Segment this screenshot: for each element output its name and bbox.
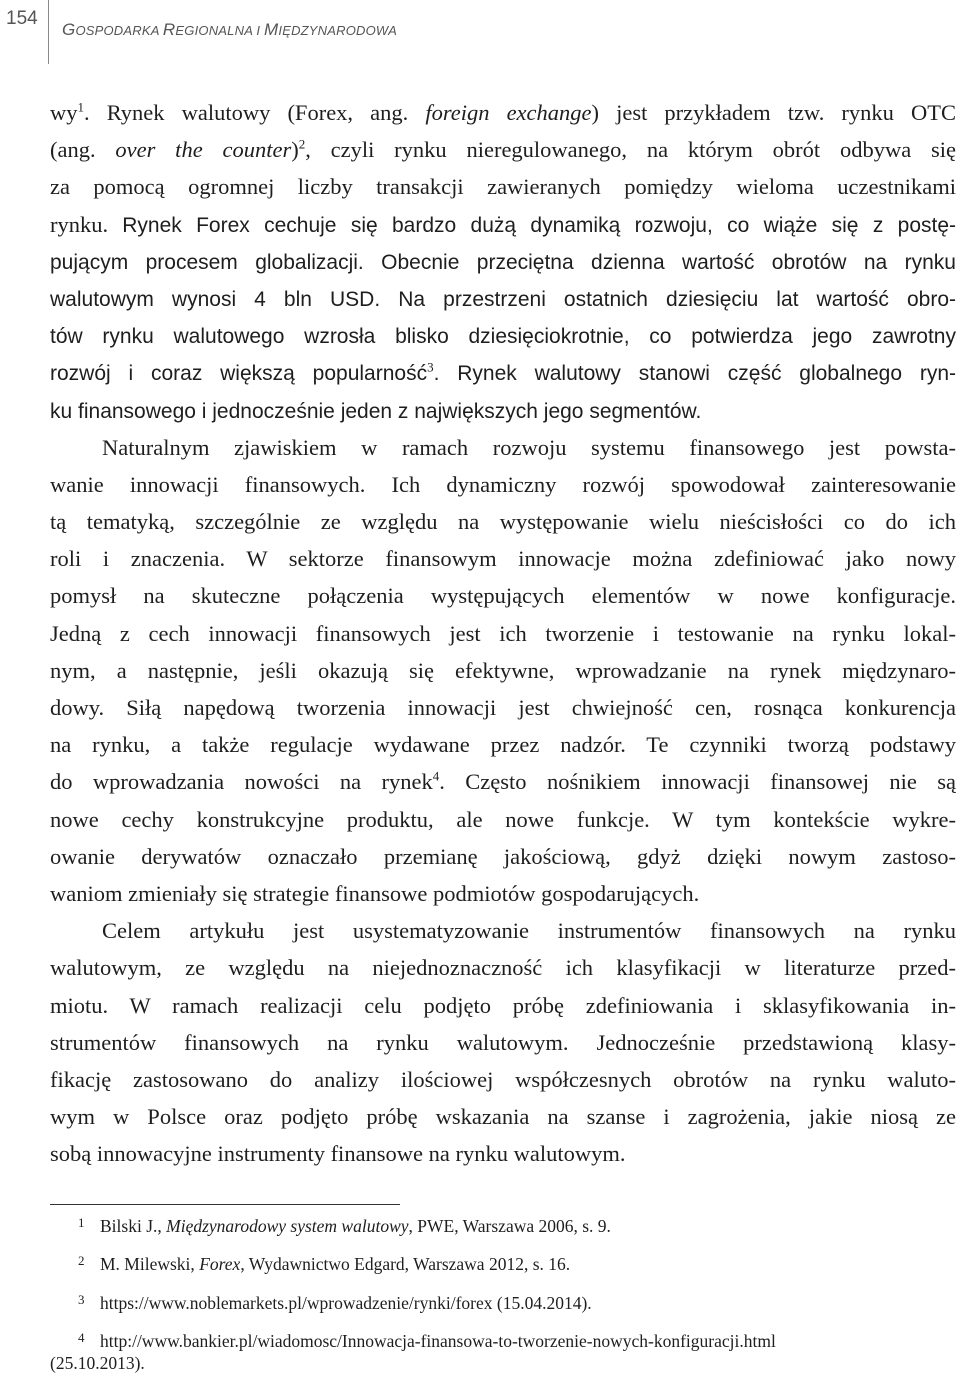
text-line [50, 801, 956, 838]
text-line [50, 838, 956, 875]
text-run: fikację zastosowano do analizy ilościowej współczesnych obrotów na rynku waluto- [50, 1066, 956, 1092]
text-run: ku finansowego i jednocześnie jeden z największych jego segmentów. [50, 399, 702, 423]
text-run: waniom zmieniały się strategie finansowe podmiotów gospodarujących. [50, 880, 700, 906]
italic-text: foreign exchange [425, 100, 592, 125]
text-run: wy [50, 100, 78, 125]
text-line [50, 206, 956, 243]
text-line [50, 503, 956, 540]
text-run: do wprowadzania nowości na rynek [50, 769, 433, 795]
text-run: tą tematyką, szczególnie ze względu na występowanie wielu nieścisłości co do ich [50, 509, 956, 535]
text-line [50, 615, 956, 652]
footnote-ref: 4 [432, 768, 440, 784]
text-line [50, 1024, 956, 1061]
footnote-separator [50, 1204, 400, 1205]
running-title-part: OSPODARKA [75, 23, 163, 38]
text-run: ) jest przykładem tzw. rynku OTC [591, 100, 956, 125]
footnote-ref: 2 [298, 136, 306, 152]
text-run: . Rynek walutowy stanowi część globalnego ryn- [433, 362, 956, 386]
text-run: , PWE, Warszawa 2006, s. 9. [408, 1216, 611, 1236]
running-title-part: IĘDZYNARODOWA [278, 23, 398, 38]
text-run: rozwój i coraz większą popularność [50, 362, 428, 386]
text-run: Rynek Forex cechuje się bardzo dużą dynamiką rozwoju, co wiąże się z postę- [122, 213, 956, 237]
text-line [50, 726, 956, 763]
body-text [50, 94, 956, 1172]
text-run: sobą innowacyjne instrumenty finansowe na rynku walutowym. [50, 1141, 626, 1167]
text-run: https://www.noblemarkets.pl/wprowadzenie/rynki/forex (15.04.2014). [100, 1293, 592, 1313]
text-line [50, 317, 956, 354]
text-run: roli i znaczenia. W sektorze finansowym innowacje można zdefiniować jako nowy [50, 546, 956, 572]
text-line [50, 689, 956, 726]
text-run: Jedną z cech innowacji finansowych jest ich tworzenie i testowanie na rynku lokal- [50, 620, 956, 646]
text-line [50, 763, 956, 800]
footnote-continuation: (25.10.2013). [50, 1353, 145, 1373]
text-run: nowe cechy konstrukcyjne produktu, ale nowe funkcje. W tym kontekście wykre- [50, 806, 956, 832]
text-run: wym w Polsce oraz podjęto próbę wskazania na szanse i zagrożenia, jakie niosą ze [50, 1104, 956, 1130]
text-run: owanie derywatów oznaczało przemianę jakościową, gdyż dzięki nowym zastoso- [50, 843, 956, 869]
text-run: . Często nośnikiem innowacji finansowej nie są [439, 769, 956, 795]
running-title-part: M [264, 20, 279, 39]
text-run: na rynku, a także regulacje wydawane przez nadzór. Te czynniki tworzą podstawy [50, 732, 956, 758]
text-line [50, 131, 956, 168]
text-line [50, 652, 956, 689]
running-title-part: R [162, 20, 176, 39]
text-line [50, 987, 956, 1024]
footnote-ref: 3 [427, 359, 434, 375]
footnote [50, 1327, 956, 1374]
text-run: wanie innowacji finansowych. Ich dynamiczny rozwój spowodował zainteresowanie [50, 471, 956, 497]
text-line [50, 1061, 956, 1098]
footnote [50, 1250, 956, 1275]
text-run: miotu. W ramach realizacji celu podjęto próbę zdefiniowania i sklasyfikowania in- [50, 992, 956, 1018]
text-line [50, 577, 956, 614]
italic-text: over the counter [115, 137, 292, 163]
text-line [50, 1098, 956, 1135]
text-line [50, 354, 956, 391]
page-number: 154 [6, 8, 38, 29]
text-line [50, 429, 956, 466]
text-run: nym, a następnie, jeśli okazują się efektywne, wprowadzanie na rynek międzynaro- [50, 657, 956, 683]
text-line [50, 280, 956, 317]
text-run: , czyli rynku nieregulowanego, na którym obrót odbywa się [305, 137, 956, 163]
italic-text: Międzynarodowy system walutowy [166, 1216, 409, 1236]
text-line [50, 949, 956, 986]
running-header [0, 0, 960, 66]
text-run: . Rynek walutowy (Forex, ang. [84, 100, 426, 125]
text-run: M. Milewski, [100, 1254, 200, 1274]
text-run: Naturalnym zjawiskiem w ramach rozwoju systemu finansowego jest powsta- [102, 434, 956, 460]
text-run: ) [291, 137, 299, 163]
running-title [62, 20, 397, 40]
text-run: rynku. [50, 211, 123, 237]
running-title-part: G [62, 20, 76, 39]
text-run: (ang. [50, 137, 116, 163]
text-line [50, 94, 956, 131]
text-line [50, 1135, 956, 1172]
footnote [50, 1212, 956, 1237]
header-divider [48, 0, 49, 64]
text-run: Bilski J., [100, 1216, 167, 1236]
footnote-number: 2 [78, 1253, 85, 1268]
text-line [50, 540, 956, 577]
text-line [50, 912, 956, 949]
footnote-number: 4 [78, 1330, 85, 1345]
italic-text: Forex [199, 1254, 241, 1274]
text-run: strumentów finansowych na rynku walutowym. Jednocześnie przedstawioną klasy- [50, 1029, 956, 1055]
text-run: tów rynku walutowego wzrosła blisko dziesięciokrotnie, co potwierdza jego zawrotny [50, 325, 956, 349]
text-line [50, 466, 956, 503]
text-run: Celem artykułu jest usystematyzowanie instrumentów finansowych na rynku [102, 918, 956, 944]
text-run: dowy. Siłą napędową tworzenia innowacji jest chwiejność cen, rosnąca konkurencja [50, 695, 956, 720]
text-run: pującym procesem globalizacji. Obecnie przeciętna dzienna wartość obrotów na rynku [50, 250, 956, 274]
footnote-number: 3 [78, 1292, 85, 1307]
text-run: , Wydawnictwo Edgard, Warszawa 2012, s. 16. [240, 1254, 571, 1274]
footnote-number: 1 [78, 1215, 85, 1230]
text-line [50, 875, 956, 912]
text-run: walutowym, ze względu na niejednoznaczność ich klasyfikacji w literaturze przed- [50, 955, 956, 981]
text-line [50, 168, 956, 205]
running-title-part: EGIONALNA I [175, 23, 265, 38]
text-run: pomysł na skuteczne połączenia występujących elementów w nowe konfiguracje. [50, 583, 956, 609]
text-run: walutowym wynosi 4 bln USD. Na przestrzeni ostatnich dziesięciu lat wartość obro- [50, 287, 956, 311]
text-line [50, 392, 956, 429]
text-run: za pomocą ogromnej liczby transakcji zawieranych pomiędzy wieloma uczestnikami [50, 174, 956, 200]
footnote-ref: 1 [77, 99, 84, 115]
text-run: http://www.bankier.pl/wiadomosc/Innowacja-finansowa-to-tworzenie-nowych-konfiguracji.html [100, 1331, 776, 1351]
text-line [50, 243, 956, 280]
footnote [50, 1289, 956, 1314]
